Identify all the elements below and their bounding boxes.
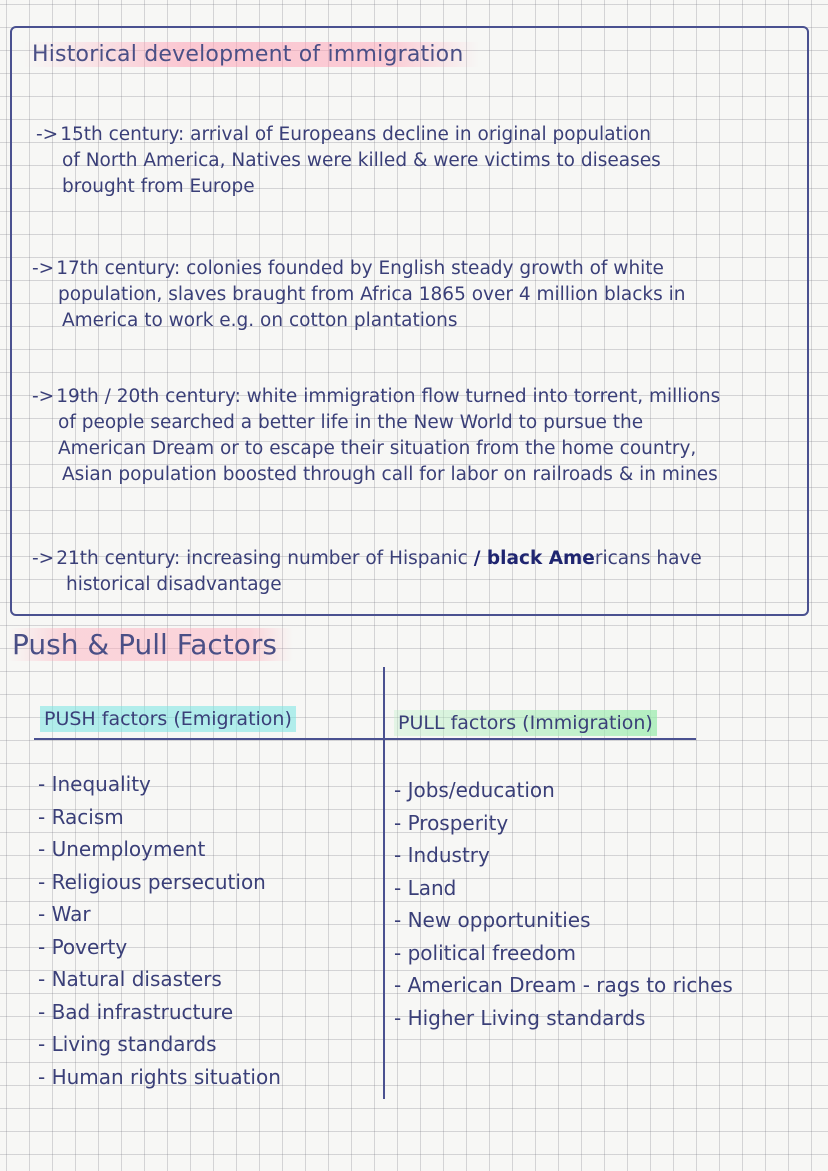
- entry-line: 15th century: arrival of Europeans decline in original population: [60, 124, 651, 145]
- pull-factor-item: - American Dream - rags to riches: [394, 973, 733, 997]
- pull-factor-item: - New opportunities: [394, 908, 591, 932]
- push-column-header: [40, 708, 296, 730]
- push-factor-item: - Inequality: [38, 772, 151, 796]
- pull-header-text: PULL factors (Immigration): [394, 710, 657, 736]
- push-factor-item: - Poverty: [38, 934, 128, 959]
- pull-factor-item: - Higher Living standards: [394, 1005, 646, 1030]
- table-vertical-divider: [383, 667, 385, 1099]
- entry-line: Asian population boosted through call for labor on railroads & in mines: [62, 464, 718, 485]
- push-factor-item: - Bad infrastructure: [38, 999, 234, 1024]
- push-factors-list: [38, 768, 281, 1093]
- push-factor-item: - Living standards: [38, 1032, 217, 1056]
- push-pull-title-text: Push & Pull Factors: [8, 628, 293, 661]
- entry-15th-century: [36, 122, 661, 200]
- arrow-icon: ->: [32, 258, 55, 279]
- entry-line: of North America, Natives were killed & were victims to diseases: [62, 150, 661, 171]
- entry-line: population, slaves braught from Africa 1865 over 4 million blacks in: [58, 284, 686, 305]
- entry-line: 17th century: colonies founded by English steady growth of white: [56, 258, 664, 279]
- push-factor-item: - Unemployment: [38, 837, 206, 861]
- entry-line: 19th / 20th century: white immigration flow turned into torrent, millions: [56, 386, 721, 407]
- arrow-icon: ->: [36, 124, 59, 145]
- entry-line: historical disadvantage: [66, 574, 282, 595]
- entry-21th-century: [32, 546, 702, 598]
- history-title: [32, 42, 479, 67]
- push-factor-item: - Human rights situation: [38, 1064, 281, 1089]
- push-header-text: PUSH factors (Emigration): [40, 706, 296, 732]
- push-factor-item: - War: [38, 902, 91, 926]
- pull-column-header: [394, 712, 657, 734]
- entry-line: of people searched a better life in the New World to pursue the: [58, 412, 644, 433]
- entry-bold-text: / black Ame: [473, 548, 595, 569]
- entry-19th-20th-century: [32, 384, 720, 488]
- entry-17th-century: [32, 256, 686, 334]
- table-header-underline: [34, 738, 696, 740]
- pull-factor-item: - Prosperity: [394, 810, 509, 835]
- push-factor-item: - Natural disasters: [38, 967, 222, 991]
- push-factor-item: - Racism: [38, 804, 124, 829]
- entry-line: America to work e.g. on cotton plantations: [62, 310, 458, 331]
- arrow-icon: ->: [32, 548, 55, 569]
- pull-factor-item: - Jobs/education: [394, 778, 555, 802]
- entry-line: 21th century: increasing number of Hispanic: [56, 548, 474, 569]
- push-pull-title: [8, 628, 293, 661]
- history-title-text: Historical development of immigration: [24, 42, 479, 67]
- pull-factor-item: - Industry: [394, 843, 490, 867]
- pull-factor-item: - Land: [394, 875, 457, 900]
- push-factor-item: - Religious persecution: [38, 869, 266, 894]
- pull-factors-list: [394, 774, 733, 1034]
- entry-line-end: ricans have: [594, 548, 702, 569]
- pull-factor-item: - political freedom: [394, 940, 577, 965]
- entry-line: brought from Europe: [62, 176, 255, 197]
- entry-line: American Dream or to escape their situation from the home country,: [58, 438, 697, 459]
- arrow-icon: ->: [32, 386, 55, 407]
